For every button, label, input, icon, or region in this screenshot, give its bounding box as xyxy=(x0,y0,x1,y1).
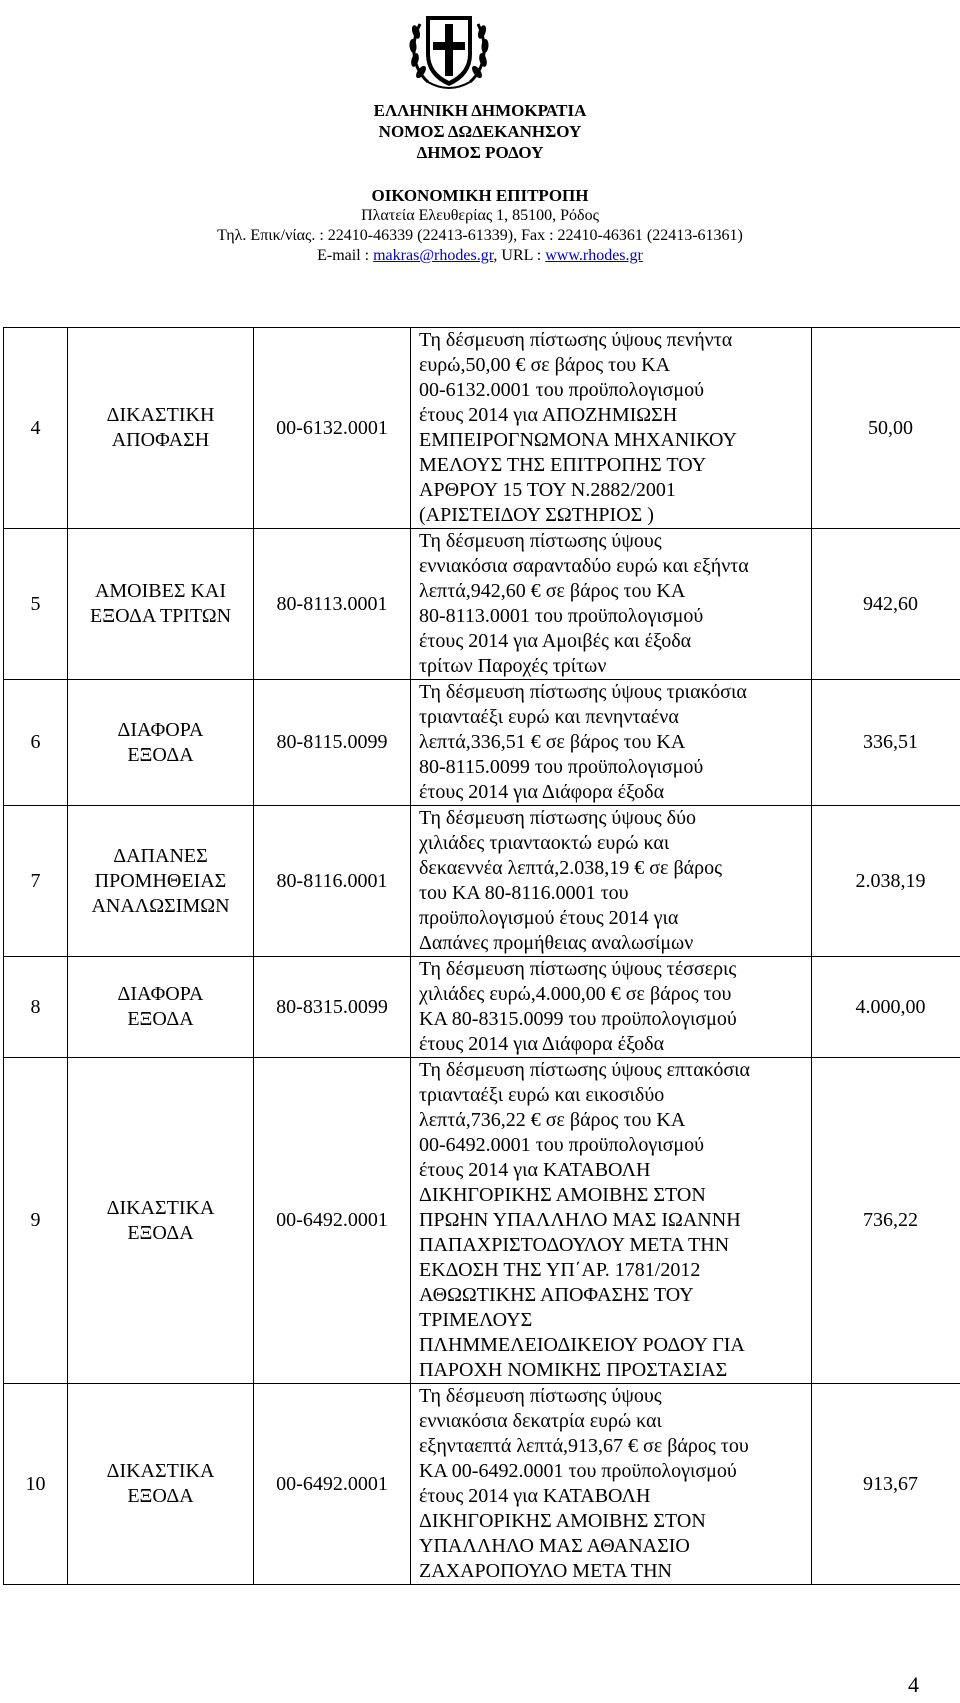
amount: 942,60 xyxy=(812,529,960,680)
category-line: ΔΙΚΑΣΤΙΚΑ xyxy=(106,1196,215,1219)
expense-category xyxy=(68,680,254,806)
description-line: εξηνταεπτά λεπτά,913,67 € σε βάρος του xyxy=(419,1435,749,1457)
category-line: ΑΠΟΦΑΣΗ xyxy=(111,429,210,451)
amount: 2.038,19 xyxy=(812,806,960,957)
budget-code: 00-6492.0001 xyxy=(254,1058,411,1384)
description-line: έτους 2014 για Αμοιβές και έξοδα xyxy=(419,630,692,652)
amount: 336,51 xyxy=(812,680,960,806)
description-line: ΤΡΙΜΕΛΟΥΣ xyxy=(419,1309,533,1331)
description-line: ΠΛΗΜΜΕΛΕΙΟΔΙΚΕΙΟΥ ΡΟΔΟΥ ΓΙΑ xyxy=(419,1334,745,1356)
row-number: 9 xyxy=(4,1058,68,1384)
description-line: Τη δέσμευση πίστωσης ύψους επτακόσια xyxy=(419,1059,750,1081)
budget-code: 80-8115.0099 xyxy=(254,680,411,806)
expense-category xyxy=(68,328,254,529)
category-line: ΔΙΑΦΟΡΑ xyxy=(117,983,204,1005)
commitment-description xyxy=(411,1384,812,1585)
amount: 736,22 xyxy=(812,1058,960,1384)
amount: 913,67 xyxy=(812,1384,960,1585)
category-line: ΕΞΟΔΑ xyxy=(127,1008,194,1030)
description-line: ΑΡΘΡΟΥ 15 ΤΟΥ Ν.2882/2001 xyxy=(419,479,676,501)
row-number: 10 xyxy=(4,1384,68,1585)
amount: 50,00 xyxy=(812,328,960,529)
description-line: Τη δέσμευση πίστωσης ύψους τέσσερις xyxy=(419,958,737,980)
budget-code: 80-8113.0001 xyxy=(254,529,411,680)
description-line: 00-6492.0001 του προϋπολογισμού xyxy=(419,1134,704,1156)
description-line: 80-8115.0099 του προϋπολογισμού xyxy=(419,756,704,778)
description-line: έτους 2014 για ΚΑΤΑΒΟΛΗ xyxy=(419,1485,651,1507)
row-number: 8 xyxy=(4,957,68,1058)
table-row xyxy=(4,957,960,1058)
description-line: ΕΜΠΕΙΡΟΓΝΩΜΟΝΑ ΜΗΧΑΝΙΚΟΥ xyxy=(419,429,737,451)
description-line: ΔΙΚΗΓΟΡΙΚΗΣ ΑΜΟΙΒΗΣ ΣΤΟΝ xyxy=(419,1184,706,1206)
greek-coat-of-arms-icon xyxy=(406,2,492,100)
expense-category xyxy=(68,806,254,957)
budget-code: 80-8116.0001 xyxy=(254,806,411,957)
description-line: ΠΑΡΟΧΗ ΝΟΜΙΚΗΣ ΠΡΟΣΤΑΣΙΑΣ xyxy=(419,1359,728,1381)
category-line: ΔΙΑΦΟΡΑ xyxy=(117,718,204,741)
budget-code: 80-8315.0099 xyxy=(254,957,411,1058)
description-line: ΕΚΔΟΣΗ ΤΗΣ ΥΠ΄ΑΡ. 1781/2012 xyxy=(419,1259,701,1281)
description-line: 00-6132.0001 του προϋπολογισμού xyxy=(419,379,704,401)
committee-heading: ΟΙΚΟΝΟΜΙΚΗ ΕΠΙΤΡΟΠΗ xyxy=(371,186,589,205)
contact-line xyxy=(0,247,960,265)
budget-code: 00-6492.0001 xyxy=(254,1384,411,1585)
category-line: ΑΝΑΛΩΣΙΜΩΝ xyxy=(91,894,230,917)
table-row xyxy=(4,806,960,957)
category-line: ΔΑΠΑΝΕΣ xyxy=(113,844,208,867)
table-row xyxy=(4,328,960,529)
category-line: ΠΡΟΜΗΘΕΙΑΣ xyxy=(94,869,227,892)
description-line: λεπτά,336,51 € σε βάρος του ΚΑ xyxy=(419,731,686,753)
description-line: τρίτων Παροχές τρίτων xyxy=(419,655,607,677)
website-link[interactable]: www.rhodes.gr xyxy=(545,247,643,264)
email-link[interactable]: makras@rhodes.gr xyxy=(373,247,494,264)
municipality-heading: ΔΗΜΟΣ ΡΟΔΟΥ xyxy=(416,143,544,162)
row-number: 5 xyxy=(4,529,68,680)
description-line: Τη δέσμευση πίστωσης ύψους πενήντα xyxy=(419,329,733,351)
url-label: , URL : xyxy=(493,247,546,264)
description-line: έτους 2014 για Διάφορα έξοδα xyxy=(419,781,665,803)
description-line: εννιακόσια δεκατρία ευρώ και xyxy=(419,1410,662,1432)
description-line: Τη δέσμευση πίστωσης ύψους xyxy=(419,1385,662,1407)
description-line: εννιακόσια σαρανταδύο ευρώ και εξήντα xyxy=(419,555,749,577)
budget-code: 00-6132.0001 xyxy=(254,328,411,529)
description-line: (ΑΡΙΣΤΕΙΔΟΥ ΣΩΤΗΡΙΟΣ ) xyxy=(419,504,654,526)
expense-category xyxy=(68,1384,254,1585)
description-line: ΚΑ 00-6492.0001 του προϋπολογισμού xyxy=(419,1460,737,1482)
description-line: ευρώ,50,00 € σε βάρος του ΚΑ xyxy=(419,354,671,376)
table-row xyxy=(4,680,960,806)
description-line: Τη δέσμευση πίστωσης ύψους τριακόσια xyxy=(419,681,747,703)
description-line: 80-8113.0001 του προϋπολογισμού xyxy=(419,605,704,627)
category-line: ΔΙΚΑΣΤΙΚΑ xyxy=(106,1460,215,1482)
row-number: 7 xyxy=(4,806,68,957)
description-line: Τη δέσμευση πίστωσης ύψους xyxy=(419,530,662,552)
category-line: ΕΞΟΔΑ xyxy=(127,743,194,766)
amount: 4.000,00 xyxy=(812,957,960,1058)
expense-category xyxy=(68,1058,254,1384)
description-line: του ΚΑ 80-8116.0001 του xyxy=(419,882,629,904)
description-line: ΚΑ 80-8315.0099 του προϋπολογισμού xyxy=(419,1008,737,1030)
category-line: ΑΜΟΙΒΕΣ ΚΑΙ xyxy=(94,580,227,602)
description-line: Τη δέσμευση πίστωσης ύψους δύο xyxy=(419,807,696,829)
phone-line: Τηλ. Επικ/νίας. : 22410-46339 (22413-61339), Fax : 22410-46361 (22413-61361) xyxy=(217,227,743,244)
category-line: ΕΞΟΔΑ ΤΡΙΤΩΝ xyxy=(89,605,232,627)
commitment-description xyxy=(411,529,812,680)
description-line: δεκαεννέα λεπτά,2.038,19 € σε βάρος xyxy=(419,857,723,879)
description-line: λεπτά,736,22 € σε βάρος του ΚΑ xyxy=(419,1109,686,1131)
description-line: έτους 2014 για ΑΠΟΖΗΜΙΩΣΗ xyxy=(419,404,678,426)
commitment-description xyxy=(411,1058,812,1384)
commitment-description xyxy=(411,806,812,957)
description-line: ΔΙΚΗΓΟΡΙΚΗΣ ΑΜΟΙΒΗΣ ΣΤΟΝ xyxy=(419,1510,706,1532)
description-line: τριανταέξι ευρώ και πενηνταένα xyxy=(419,706,679,728)
description-line: ΜΕΛΟΥΣ ΤΗΣ ΕΠΙΤΡΟΠΗΣ ΤΟΥ xyxy=(419,454,707,476)
description-line: χιλιάδες τριανταοκτώ ευρώ και xyxy=(419,832,670,854)
description-line: ΥΠΑΛΛΗΛΟ ΜΑΣ ΑΘΑΝΑΣΙΟ xyxy=(419,1535,690,1557)
row-number: 4 xyxy=(4,328,68,529)
table-row xyxy=(4,529,960,680)
description-line: έτους 2014 για Διάφορα έξοδα xyxy=(419,1033,665,1055)
description-line: χιλιάδες ευρώ,4.000,00 € σε βάρος του xyxy=(419,983,732,1005)
table-row xyxy=(4,1384,960,1585)
description-line: Δαπάνες προμήθειας αναλωσίμων xyxy=(419,932,694,954)
description-line: έτους 2014 για ΚΑΤΑΒΟΛΗ xyxy=(419,1159,651,1181)
category-line: ΔΙΚΑΣΤΙΚΗ xyxy=(106,404,215,426)
description-line: ΑΘΩΩΤΙΚΗΣ ΑΠΟΦΑΣΗΣ ΤΟΥ xyxy=(419,1284,694,1306)
description-line: ΠΡΩΗΝ ΥΠΑΛΛΗΛΟ ΜΑΣ ΙΩΑΝΝΗ xyxy=(419,1209,741,1231)
category-line: ΕΞΟΔΑ xyxy=(127,1485,194,1507)
commitment-description xyxy=(411,957,812,1058)
budget-commitments-table xyxy=(3,327,960,1585)
table-row xyxy=(4,1058,960,1384)
description-line: ΖΑΧΑΡΟΠΟΥΛΟ ΜΕΤΑ ΤΗΝ xyxy=(419,1560,672,1582)
page-number: 4 xyxy=(908,1672,919,1697)
description-line: τριανταέξι ευρώ και εικοσιδύο xyxy=(419,1084,665,1106)
category-line: ΕΞΟΔΑ xyxy=(127,1221,194,1244)
description-line: λεπτά,942,60 € σε βάρος του ΚΑ xyxy=(419,580,686,602)
country-heading: ΕΛΛΗΝΙΚΗ ΔΗΜΟΚΡΑΤΙΑ xyxy=(373,101,587,120)
commitment-description xyxy=(411,328,812,529)
email-label: E-mail : xyxy=(317,247,374,264)
address-line: Πλατεία Ελευθερίας 1, 85100, Ρόδος xyxy=(361,207,599,224)
prefecture-heading: ΝΟΜΟΣ ΔΩΔΕΚΑΝΗΣΟΥ xyxy=(378,122,582,141)
commitment-description xyxy=(411,680,812,806)
expense-category xyxy=(68,957,254,1058)
row-number: 6 xyxy=(4,680,68,806)
expense-category xyxy=(68,529,254,680)
description-line: ΠΑΠΑΧΡΙΣΤΟΔΟΥΛΟΥ ΜΕΤΑ ΤΗΝ xyxy=(419,1234,730,1256)
description-line: προϋπολογισμού έτους 2014 για xyxy=(419,907,679,929)
